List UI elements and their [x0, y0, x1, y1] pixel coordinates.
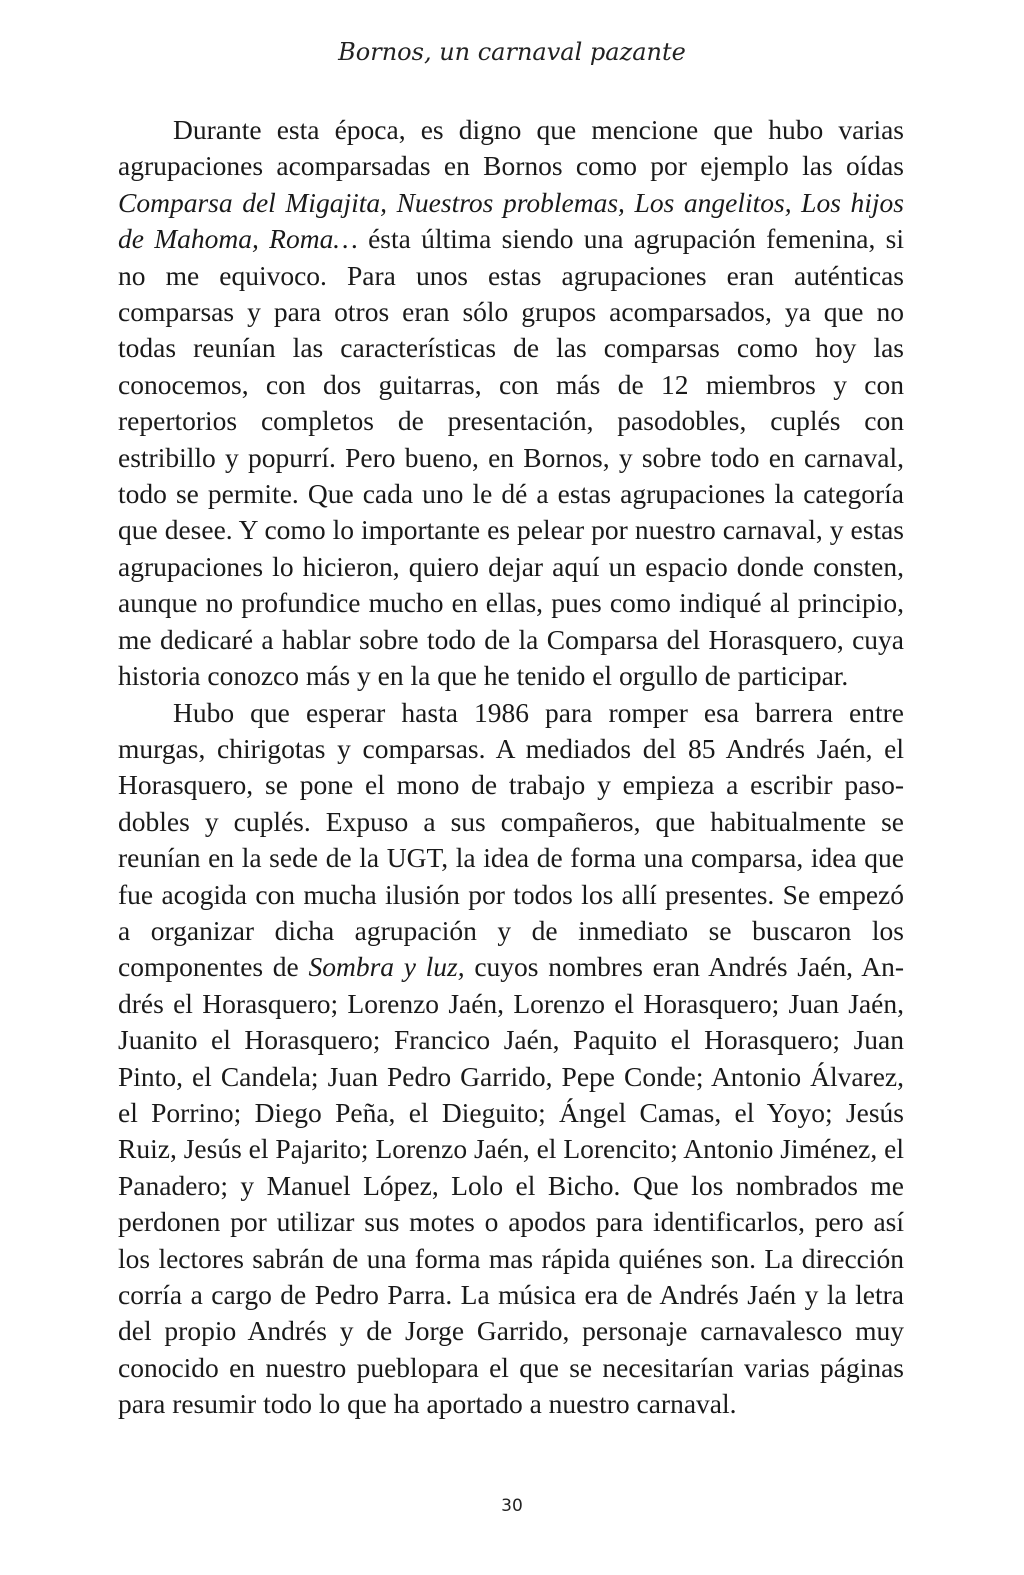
paragraph-1-text-b: ésta última siendo una agrupación femenina, si no me equivoco. Para unos estas agrupaciones eran auténticas comparsas y para otros eran sólo grupos acomparsados, ya que no todas reunían las características de las comparsas como hoy las conocemos, con dos guitarras, con más de 12 miembros y con repertorios completos de presentación, pasodobles, cuplés con estribillo y popurrí. Pero bueno, en Bornos, y sobre todo en carnaval, todo se permite. Que cada uno le dé a estas agrupaciones la categoría que desee. Y como lo importante es pelear por nuestro carnaval, y estas agrupaciones lo hicieron, quiero dejar aquí un espacio donde consten, aunque no profundice mucho en ellas, pues como indiqué al principio, me dedicaré a hablar sobre todo de la Comparsa del Horasquero, cuya historia conozco más y en la que he tenido el orgullo de participar.: [118, 223, 904, 692]
paragraph-1-text-a: Durante esta época, es digno que mencione que hubo varias agrupaciones acomparsadas en Bornos como por ejemplo las oídas: [118, 114, 904, 182]
body-text: [118, 112, 904, 1423]
page-number: 30: [501, 1496, 523, 1516]
paragraph-2-italic-title: Sombra y luz,: [308, 951, 465, 983]
paragraph-2-text-b: cuyos nombres eran Andrés Jaén, Andrés el Horasquero; Lorenzo Jaén, Lorenzo el Horasquero; Juan Jaén, Juanito el Horasquero; Francico Jaén, Paquito el Horasquero; Juan Pinto, el Candela; Juan Pedro Garrido, Pepe Conde; Antonio Álvarez, el Porrino; Diego Peña, el Dieguito; Ángel Camas, el Yoyo; Jesús Ruiz, Jesús el Pajarito; Lorenzo Jaén, el Lorencito; Antonio Jiménez, el Panadero; y Manuel López, Lolo el Bicho. Que los nombrados me perdonen por utilizar sus motes o apodos para identificarlos, pero así los lectores sabrán de una forma mas rápida quiénes son. La dirección corría a cargo de Pedro Parra. La música era de Andrés Jaén y la letra del propio Andrés y de Jorge Garrido, personaje carnavalesco muy conocido en nuestro pueblopara el que se necesitarían varias páginas para resumir todo lo que ha aportado a nuestro carnaval.: [118, 951, 904, 1420]
paragraph-2: [118, 695, 904, 1423]
paragraph-1: [118, 112, 904, 695]
running-head: Bornos, un carnaval pazante: [338, 38, 686, 66]
paragraph-2-text-a: Hubo que esperar hasta 1986 para romper esa barrera entre murgas, chirigotas y comparsas. A mediados del 85 Andrés Jaén, el Horasquero, se pone el mono de trabajo y empieza a escribir pasodobles y cuplés. Expuso a sus compañeros, que habitualmente se reunían en la sede de la UGT, la idea de forma una comparsa, idea que fue acogida con mucha ilusión por todos los allí presentes. Se empezó a organizar dicha agrupación y de inmediato se buscaron los componentes de: [118, 696, 904, 983]
paragraph-1-italic-titles: Comparsa del Migajita, Nuestros problemas, Los angelitos, Los hijos de Mahoma, Roma…: [118, 186, 904, 255]
